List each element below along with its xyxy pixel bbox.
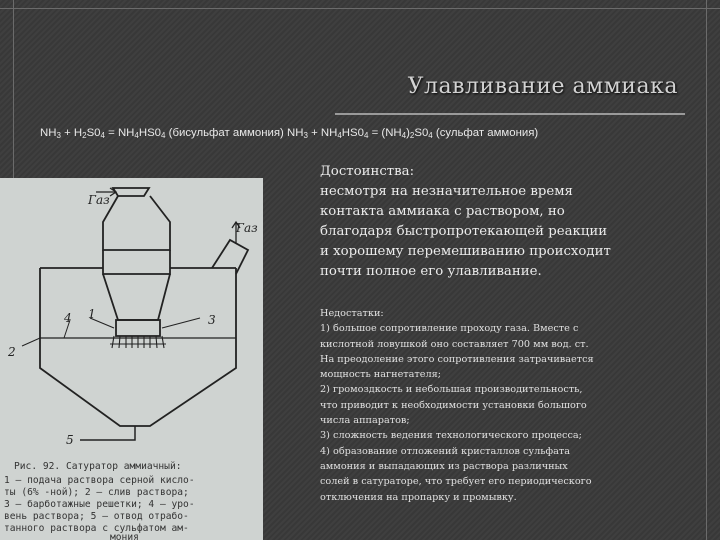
reaction-text: NH — [40, 127, 57, 139]
reaction-subscript: 4 — [161, 131, 166, 140]
disadvantages-line: аммония и выпадающих из раствора различных — [320, 460, 568, 472]
bubbling-bell — [116, 320, 160, 336]
reaction-text: ) — [406, 127, 410, 139]
callout-3: 3 — [208, 313, 216, 327]
advantages-line: почти полное его улавливание. — [320, 264, 542, 279]
callout-4: 4 — [64, 311, 72, 325]
frame-line-top — [0, 8, 720, 9]
caption-line-2: 1 — подача раствора серной кисло- — [4, 475, 195, 486]
reaction-equations — [40, 127, 715, 140]
reaction-subscript: 4 — [134, 131, 139, 140]
disadvantages-line: что приводит к необходимости установки большого — [320, 399, 587, 411]
advantages-block — [320, 162, 700, 282]
gas-in-label: Газ — [88, 193, 110, 207]
callout-2: 2 — [8, 345, 16, 359]
callout-5: 5 — [66, 433, 74, 447]
reaction-subscript: 4 — [337, 131, 342, 140]
advantages-line: и хорошему перемешиванию происходит — [320, 244, 611, 259]
caption-line-6: танного раствора с сульфатом ам- — [4, 523, 189, 534]
disadvantages-heading: Недостатки: — [320, 308, 384, 319]
advantages-heading: Достоинства: — [320, 164, 415, 179]
disadvantages-line: числа аппаратов; — [320, 415, 410, 427]
gas-out-label: Газ — [236, 221, 258, 235]
slide-title: Улавливание аммиака — [407, 74, 678, 99]
callout-1: 1 — [88, 307, 96, 321]
disadvantages-block — [320, 306, 665, 505]
reaction-subscript: 4 — [363, 131, 369, 140]
reaction-subscript: 3 — [56, 131, 61, 140]
disadvantages-line: мощность нагнетателя; — [320, 369, 442, 381]
caption-line-3: ты (6% -ной); 2 — слив раствора; — [4, 487, 189, 498]
disadvantages-line: 2) громоздкость и небольшая производительность, — [320, 384, 583, 396]
advantages-line: несмотря на незначительное время — [320, 184, 573, 199]
bell-cone — [103, 274, 170, 320]
reaction-subscript: 4 — [401, 131, 407, 140]
title-underline — [335, 113, 685, 115]
gas-column — [103, 250, 170, 274]
reaction-text: (сульфат аммония) — [432, 127, 539, 139]
drain-pipe — [80, 426, 135, 440]
frame-line-right — [706, 0, 707, 540]
disadvantages-line: 3) сложность ведения технологического процесса; — [320, 430, 582, 442]
reaction-text: = NH — [104, 127, 135, 139]
reaction-subscript: 2 — [82, 131, 87, 140]
disadvantages-line: На преодоление этого сопротивления затрачивается — [320, 353, 594, 365]
reaction-text: HS0 — [138, 127, 162, 139]
caption-line-1: Рис. 92. Сатуратор аммиачный: — [14, 461, 182, 472]
saturator-diagram — [0, 178, 263, 540]
reaction-text: + H — [60, 127, 83, 139]
advantages-line: контакта аммиака с раствором, но — [320, 204, 565, 219]
reaction-text: HS0 — [341, 127, 364, 139]
reaction-text: S0 — [414, 127, 429, 139]
reaction-subscript: 3 — [303, 131, 308, 140]
reaction-text: = (NH — [368, 127, 402, 139]
reaction-subscript: 4 — [428, 131, 433, 140]
reaction-text: (бисульфат аммония) NH — [165, 127, 304, 139]
caption-line-5: вень раствора; 5 — отвод отрабо- — [4, 511, 189, 522]
reaction-text: + NH — [307, 127, 338, 139]
inlet-cap — [113, 188, 149, 196]
disadvantages-line: солей в сатураторе, что требует его периодического — [320, 476, 592, 488]
advantages-line: благодаря быстропротекающей реакции — [320, 224, 608, 239]
upper-cone — [103, 196, 170, 250]
caption-line-4: 3 — барботажные решетки; 4 — уро- — [4, 499, 195, 510]
disadvantages-line: кислотной ловушкой оно составляет 700 мм вод. ст. — [320, 338, 589, 350]
disadvantages-line: 4) образование отложений кристаллов сульфата — [320, 445, 571, 457]
disadvantages-line: 1) большое сопротивление проходу газа. Вместе с — [320, 323, 579, 335]
disadvantages-line: отключения на пропарку и промывку. — [320, 491, 517, 503]
reaction-text: S0 — [86, 127, 101, 139]
caption-line-7: мония — [110, 532, 139, 540]
reaction-subscript: 2 — [409, 131, 415, 140]
reaction-subscript: 4 — [100, 131, 105, 140]
